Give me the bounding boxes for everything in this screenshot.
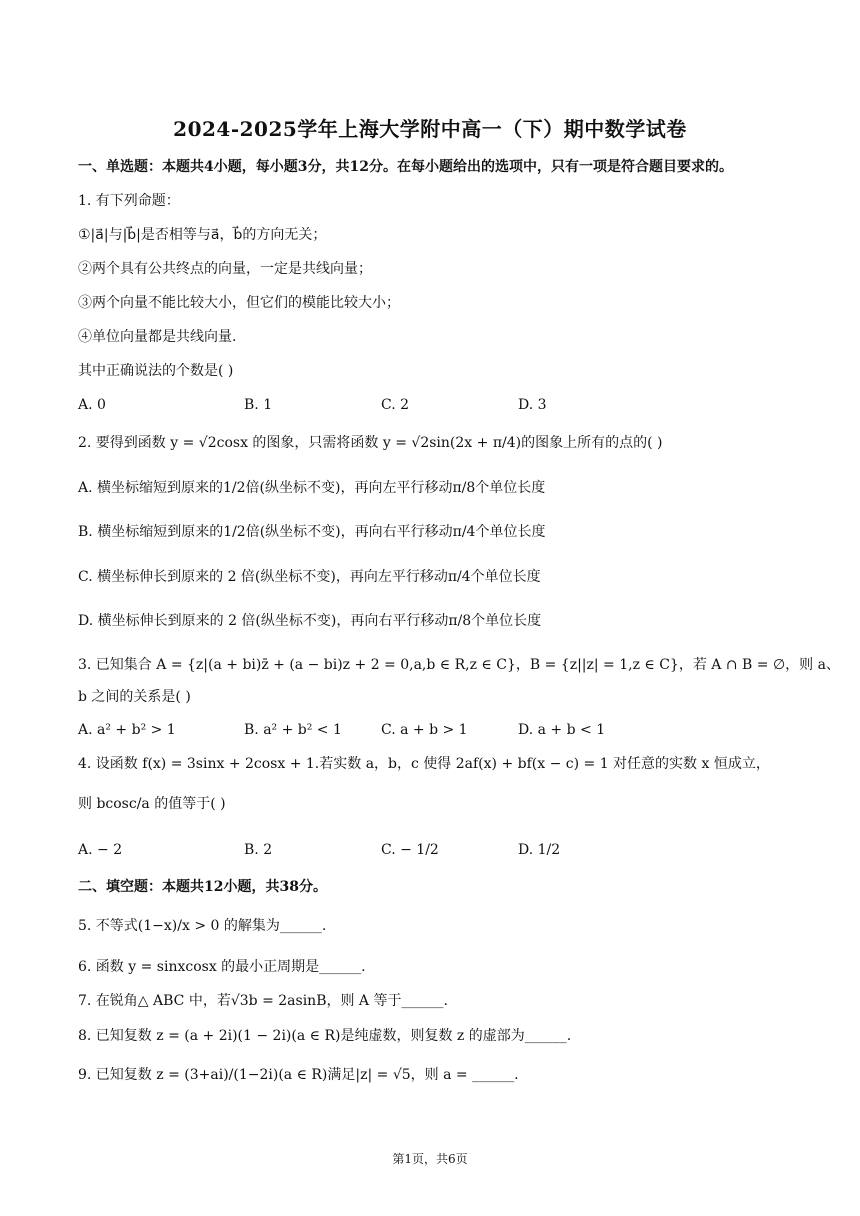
question-1-option-a: A. 0 bbox=[78, 397, 106, 413]
question-2-option-c: C. 横坐标伸长到原来的 2 倍(纵坐标不变)，再向左平行移动π/4个单位长度 bbox=[78, 569, 541, 585]
question-1-item-3: ③两个向量不能比较大小，但它们的模能比较大小； bbox=[78, 295, 400, 311]
question-8: 8. 已知复数 z = (a + 2i)(1 − 2i)(a ∈ R)是纯虚数，则复数 z 的虚部为______. bbox=[78, 1028, 572, 1044]
question-1-stem: 1. 有下列命题： bbox=[78, 193, 180, 209]
question-2-option-a: A. 横坐标缩短到原来的1/2倍(纵坐标不变)，再向左平行移动π/8个单位长度 bbox=[78, 480, 546, 496]
question-5: 5. 不等式(1−x)/x > 0 的解集为______. bbox=[78, 918, 327, 934]
question-3-option-c: C. a + b > 1 bbox=[381, 722, 468, 738]
question-3-stem-line-1: 3. 已知集合 A = {z|(a + bi)z̄ + (a − bi)z + 2 = 0,a,b ∈ R,z ∈ C}，B = {z||z| = 1,z ∈ C}，若 A ∩ B = ∅，则 a、 bbox=[78, 657, 840, 673]
question-1-option-c: C. 2 bbox=[381, 397, 410, 413]
section-heading-single-choice: 一、单选题：本题共4小题，每小题3分，共12分。在每小题给出的选项中，只有一项是符合题目要求的。 bbox=[78, 159, 733, 175]
question-1-option-d: D. 3 bbox=[518, 397, 547, 413]
question-1-options bbox=[78, 395, 778, 415]
question-4-option-c: C. − 1/2 bbox=[381, 842, 439, 858]
question-4-options bbox=[78, 840, 778, 860]
question-3-options bbox=[78, 720, 778, 740]
question-4-option-d: D. 1/2 bbox=[518, 842, 561, 858]
question-1-item-4: ④单位向量都是共线向量. bbox=[78, 329, 237, 345]
question-1-item-1: ①|a⃗|与|b⃗|是否相等与a⃗，b⃗的方向无关； bbox=[78, 227, 327, 243]
question-2-option-d: D. 横坐标伸长到原来的 2 倍(纵坐标不变)，再向右平行移动π/8个单位长度 bbox=[78, 613, 542, 629]
question-2-option-b: B. 横坐标缩短到原来的1/2倍(纵坐标不变)，再向右平行移动π/4个单位长度 bbox=[78, 524, 546, 540]
page-title: 2024-2025学年上海大学附中高一（下）期中数学试卷 bbox=[173, 117, 687, 141]
section-heading-fill-in: 二、填空题：本题共12小题，共38分。 bbox=[78, 879, 327, 895]
question-4-stem-line-1: 4. 设函数 f(x) = 3sinx + 2cosx + 1.若实数 a，b，c 使得 2af(x) + bf(x − c) = 1 对任意的实数 x 恒成立， bbox=[78, 756, 770, 772]
question-3-option-a: A. a² + b² > 1 bbox=[78, 722, 176, 738]
question-4-stem-line-2: 则 bcosc/a 的值等于( ) bbox=[78, 796, 226, 812]
question-3-option-b: B. a² + b² < 1 bbox=[244, 722, 342, 738]
question-4-option-a: A. − 2 bbox=[78, 842, 123, 858]
question-6: 6. 函数 y = sinxcosx 的最小正周期是______. bbox=[78, 959, 366, 975]
question-3-option-d: D. a + b < 1 bbox=[518, 722, 606, 738]
question-9: 9. 已知复数 z = (3+ai)/(1−2i)(a ∈ R)满足|z| = √5，则 a = ______. bbox=[78, 1067, 519, 1083]
question-1-question: 其中正确说法的个数是( ) bbox=[78, 363, 234, 379]
question-4-option-b: B. 2 bbox=[244, 842, 273, 858]
question-1-item-2: ②两个具有公共终点的向量，一定是共线向量； bbox=[78, 261, 372, 277]
question-3-stem-line-2: b 之间的关系是( ) bbox=[78, 689, 191, 705]
question-2-stem: 2. 要得到函数 y = √2cosx 的图象，只需将函数 y = √2sin(2x + π/4)的图象上所有的点的( ) bbox=[78, 435, 663, 451]
question-7: 7. 在锐角△ ABC 中，若√3b = 2asinB，则 A 等于______. bbox=[78, 993, 448, 1009]
question-1-option-b: B. 1 bbox=[244, 397, 273, 413]
page-footer: 第1页，共6页 bbox=[392, 1152, 468, 1166]
